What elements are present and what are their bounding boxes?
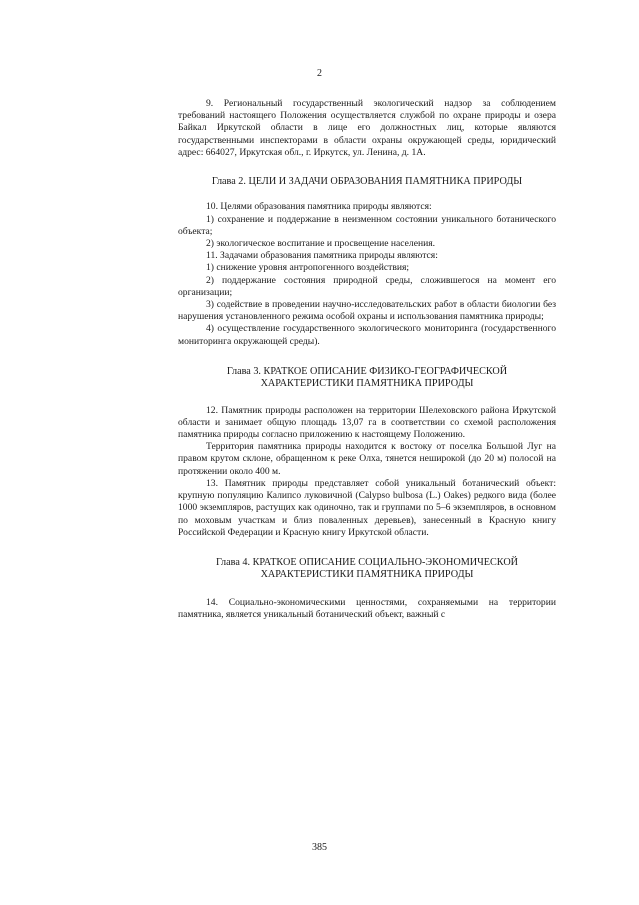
chapter-4-heading — [178, 557, 556, 582]
chapter-4-title-line-2: ХАРАКТЕРИСТИКИ ПАМЯТНИКА ПРИРОДЫ — [260, 569, 474, 581]
paragraph-9: 9. Региональный государственный экологический надзор за соблюдением требований настоящего Положения осуществляется службой по охране природы и озера Байкал Иркутской области в лице его должностных лиц, которые являются государственными инспекторами в области охраны окружающей среды, юридический адрес: 664027, Иркутская обл., г. Иркутск, ул. Ленина, д. 1А. — [178, 98, 556, 158]
page-number-top: 2 — [317, 68, 322, 79]
paragraph-11-4: 4) осуществление государственного экологического мониторинга (государственного мониторинга окружающей среды). — [178, 323, 556, 347]
paragraph-territory: Территория памятника природы находится к востоку от поселка Большой Луг на правом крутом склоне, обращенном к реке Олха, тянется неширокой (до 20 м) полосой на протяжении около 400 м. — [178, 441, 556, 477]
chapter-3-heading — [178, 366, 556, 391]
paragraph-10-2: 2) экологическое воспитание и просвещение населения. — [206, 238, 436, 250]
chapter-2-title: Глава 2. ЦЕЛИ И ЗАДАЧИ ОБРАЗОВАНИЯ ПАМЯТНИКА ПРИРОДЫ — [211, 176, 523, 188]
chapter-4-title-line-1: Глава 4. КРАТКОЕ ОПИСАНИЕ СОЦИАЛЬНО-ЭКОНОМИЧЕСКОЙ — [215, 556, 519, 568]
chapter-3-title-line-2: ХАРАКТЕРИСТИКИ ПАМЯТНИКА ПРИРОДЫ — [260, 378, 474, 390]
chapter-2-heading — [178, 176, 556, 188]
chapter-3-title-line-1: Глава 3. КРАТКОЕ ОПИСАНИЕ ФИЗИКО-ГЕОГРАФИЧЕСКОЙ — [226, 365, 508, 377]
paragraph-11-2: 2) поддержание состояния природной среды, сложившегося на момент его организации; — [178, 274, 556, 298]
document-body — [178, 98, 556, 621]
paragraph-10-1: 1) сохранение и поддержание в неизменном состоянии уникального ботанического объекта; — [178, 213, 556, 237]
paragraph-11-3: 3) содействие в проведении научно-исследовательских работ в области биологии без нарушения установленного режима особой охраны и использования памятника природы; — [178, 299, 556, 323]
paragraph-11-1: 1) снижение уровня антропогенного воздействия; — [206, 262, 410, 274]
paragraph-10: 10. Целями образования памятника природы являются: — [206, 201, 432, 213]
paragraph-12: 12. Памятник природы расположен на территории Шелеховского района Иркутской области и занимает общую площадь 13,07 га в соответствии со схемой расположения памятника природы согласно приложению к настоящему Положению. — [178, 404, 556, 441]
page-number-bottom: 385 — [312, 842, 327, 853]
paragraph-11: 11. Задачами образования памятника природы являются: — [206, 250, 438, 262]
paragraph-14: 14. Социально-экономическими ценностями, сохраняемыми на территории памятника, является уникальный ботанический объект, важный с — [178, 596, 556, 620]
paragraph-13: 13. Памятник природы представляет собой уникальный ботанический объект: крупную популяцию Калипсо луковичной (Calypso bulbosa (L.) Oakes) редкого вида (более 1000 экземпляров, растущих как одиночно, так и группами по 5–6 экземпляров, в основном по моховым участкам и близ поваленных деревьев), занесенный в Красную книгу Российской Федерации и Красную книгу Иркутской области. — [178, 477, 556, 538]
